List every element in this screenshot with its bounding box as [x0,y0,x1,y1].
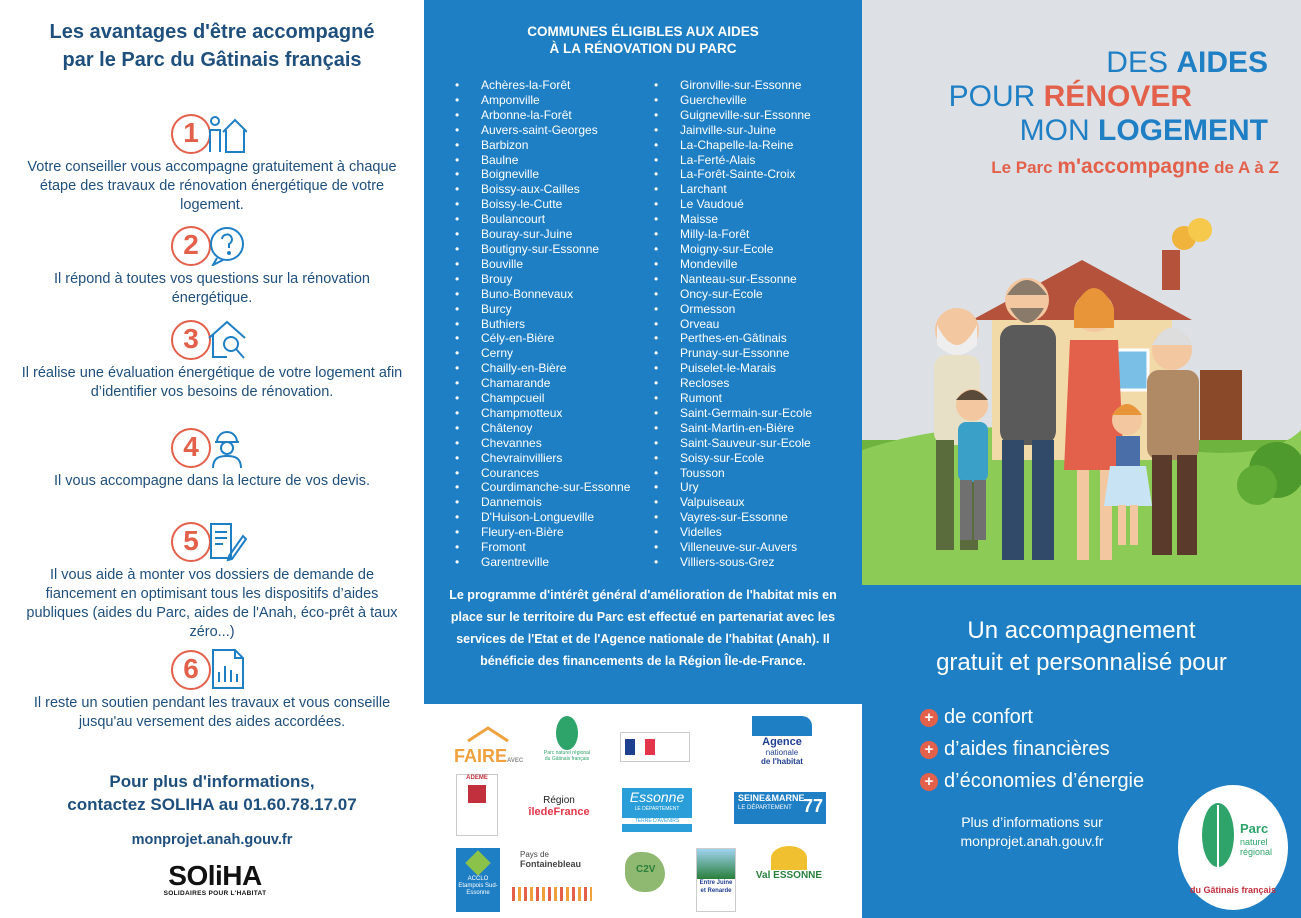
step-text: Il vous accompagne dans la lecture de vos devis. [54,473,370,489]
question-bubble-icon [207,224,247,266]
step-number: 1 [171,114,211,154]
url-link[interactable]: monprojet.anah.gouv.fr [131,832,293,848]
list-item: + de confort [920,701,1144,733]
house-magnifier-icon [207,318,247,360]
commune-item: • Soisy-sur-Ecole [654,451,812,466]
commune-item: • Chevannes [455,436,630,451]
commune-item: • D'Huison-Longueville [455,510,630,525]
commune-item: • Courdimanche-sur-Essonne [455,480,630,495]
juine-renarde-logo: Entre Juine et Renarde [696,848,736,912]
svg-text:régional: régional [1240,847,1273,857]
commune-item: • Chevrainvilliers [455,451,630,466]
step-2 [20,224,404,308]
step-5 [20,520,404,642]
plus-icon: + [920,709,938,727]
left-panel [0,0,424,918]
step-number: 3 [171,320,211,360]
cover-subtitle: Le Parc m'accompagne de A à Z [991,155,1279,178]
program-text: Le programme d'intérêt général d'amélioration de l'habitat mis en place sur le territoire du Parc est effectué en partenariat avec les services de l'Etat et de l'Agence nationale de l'habitat (Anah). Il bénéficie des financements de la Région Île-de-France. [449,588,837,668]
communes-heading: COMMUNES ÉLIGIBLES AUX AIDES À LA RÉNOVATION DU PARC [527,24,759,56]
commune-item: • Prunay-sur-Essonne [654,346,812,361]
list-item: + d’économies d’énergie [920,765,1144,797]
soliha-logo: SOliHA SOLIDAIRES POUR L'HABITAT [163,860,267,897]
commune-item: • Moigny-sur-Ecole [654,242,812,257]
svg-text:Parc: Parc [1240,821,1269,836]
commune-item: • Oncy-sur-Ecole [654,287,812,302]
commune-item: • Champcueil [455,391,630,406]
commune-item: • Fromont [455,540,630,555]
svg-text:naturel: naturel [1240,837,1268,847]
family-house-illustration [862,200,1301,585]
worker-icon [207,426,247,468]
commune-item: • Larchant [654,182,812,197]
commune-item: • La-Ferté-Alais [654,153,812,168]
republique-logo [620,732,690,762]
commune-item: • Recloses [654,376,812,391]
commune-item: • Chamarande [455,376,630,391]
commune-item: • Cerny [455,346,630,361]
commune-item: • Saint-Sauveur-sur-Ecole [654,436,812,451]
step-1 [20,112,404,215]
acclo-logo: ACCLO Etampois Sud-Essonne [456,848,500,912]
commune-item: • Châtenoy [455,421,630,436]
commune-item: • Baulne [455,153,630,168]
commune-item: • Guercheville [654,93,812,108]
more-info-url[interactable]: monprojet.anah.gouv.fr [960,833,1104,849]
commune-item: • Tousson [654,466,812,481]
commune-item: • La-Chapelle-la-Reine [654,138,812,153]
commune-item: • La-Forêt-Sainte-Croix [654,167,812,182]
cover-panel [862,0,1301,585]
commune-item: • Arbonne-la-Forêt [455,108,630,123]
plus-icon: + [920,773,938,791]
commune-item: • Champmotteux [455,406,630,421]
pays-fontainebleau-logo: Pays de Fontainebleau [512,850,592,910]
step-text: Il réalise une évaluation énergétique de votre logement afin d’identifier vos besoins de rénovation. [21,365,403,400]
commune-item: • Le Vaudoué [654,197,812,212]
commune-item: • Perthes-en-Gâtinais [654,331,812,346]
commune-item: • Videlles [654,525,812,540]
person-house-icon [207,112,247,154]
step-text: Votre conseiller vous accompagne gratuitement à chaque étape des travaux de rénovation énergétique de votre logement. [27,159,397,213]
communes-list-1 [455,78,630,570]
essonne-logo: Essonne LE DÉPARTEMENT TERRE D'AVENIRS [622,788,692,832]
commune-item: • Villeneuve-sur-Auvers [654,540,812,555]
commune-item: • Guigneville-sur-Essonne [654,108,812,123]
more-info: Plus d’informations sur monprojet.anah.gouv.fr [942,813,1122,851]
commune-item: • Boissy-aux-Cailles [455,182,630,197]
step-3 [20,318,404,402]
commune-item: • Cély-en-Bière [455,331,630,346]
commune-item: • Saint-Martin-en-Bière [654,421,812,436]
commune-item: • Rumont [654,391,812,406]
commune-item: • Boigneville [455,167,630,182]
document-chart-icon [207,648,247,690]
commune-item: • Dannemois [455,495,630,510]
left-heading: Les avantages d'être accompagné par le Parc du Gâtinais français [49,21,375,71]
commune-item: • Villiers-sous-Grez [654,555,812,570]
commune-item: • Boulancourt [455,212,630,227]
partner-logos [424,704,862,918]
document-pen-icon [207,520,247,562]
boy [956,389,988,540]
benefits-panel [862,585,1301,918]
commune-item: • Brouy [455,272,630,287]
communes-panel [424,0,862,704]
commune-item: • Ormesson [654,302,812,317]
region-idf-logo: Région îledeFrance [528,795,590,818]
commune-item: • Bouville [455,257,630,272]
step-text: Il reste un soutien pendant les travaux et vous conseille jusqu'au versement des aides accordées. [33,695,391,730]
commune-item: • Auvers-saint-Georges [455,123,630,138]
step-number: 2 [171,226,211,266]
pnr-gatinais-logo [1178,785,1288,910]
step-number: 4 [171,428,211,468]
plus-icon: + [920,741,938,759]
commune-item: • Maisse [654,212,812,227]
contact-info: Pour plus d'informations, contactez SOLIHA au 01.60.78.17.07 [67,772,357,814]
faire-logo: FAIREAVEC [454,726,522,766]
commune-item: • Saint-Germain-sur-Ecole [654,406,812,421]
benefits-list [920,701,1144,797]
commune-item: • Ury [654,480,812,495]
commune-item: • Achères-la-Forêt [455,78,630,93]
anah-logo: Agence nationale de l'habitat [742,716,822,776]
parc-logo-small: Parc naturel régional du Gâtinais français [542,716,592,776]
seine-marne-logo: SEINE&MARNE LE DÉPARTEMENT 77 [734,792,826,824]
commune-item: • Amponville [455,93,630,108]
commune-item: • Vayres-sur-Essonne [654,510,812,525]
commune-item: • Burcy [455,302,630,317]
commune-item: • Fleury-en-Bière [455,525,630,540]
commune-item: • Boutigny-sur-Essonne [455,242,630,257]
commune-item: • Chailly-en-Bière [455,361,630,376]
step-4 [20,426,404,491]
commune-item: • Barbizon [455,138,630,153]
step-number: 6 [171,650,211,690]
commune-item: • Buno-Bonnevaux [455,287,630,302]
step-number: 5 [171,522,211,562]
c2v-logo: C2V [612,852,678,906]
ademe-logo: ADEME [456,774,498,836]
commune-item: • Garentreville [455,555,630,570]
commune-item: • Nanteau-sur-Essonne [654,272,812,287]
commune-item: • Valpuiseaux [654,495,812,510]
commune-item: • Orveau [654,317,812,332]
benefits-headline: Un accompagnement gratuit et personnalisé pour [936,617,1227,676]
commune-item: • Puiselet-le-Marais [654,361,812,376]
list-item: + d’aides financières [920,733,1144,765]
roof-icon [466,726,510,742]
commune-item: • Gironville-sur-Essonne [654,78,812,93]
commune-item: • Mondeville [654,257,812,272]
commune-item: • Bouray-sur-Juine [455,227,630,242]
commune-item: • Boissy-le-Cutte [455,197,630,212]
cover-title: DES AIDES POUR RÉNOVER MON LOGEMENT [948,46,1268,147]
svg-text:du Gâtinais français: du Gâtinais français [1189,885,1277,895]
leaf-icon [1178,785,1288,910]
step-text: Il vous aide à monter vos dossiers de demande de fiancement en optimisant tous les dispositifs d’aides publiques (aides du Parc, aides de l'Anah, éco-prêt à taux zéro...) [26,567,398,640]
step-text: Il répond à toutes vos questions sur la rénovation énergétique. [54,271,370,306]
commune-item: • Jainville-sur-Juine [654,123,812,138]
commune-item: • Courances [455,466,630,481]
communes-list-2 [654,78,812,570]
commune-item: • Buthiers [455,317,630,332]
step-6 [20,648,404,732]
val-essonne-logo: Val ESSONNE [752,846,826,912]
commune-item: • Milly-la-Forêt [654,227,812,242]
